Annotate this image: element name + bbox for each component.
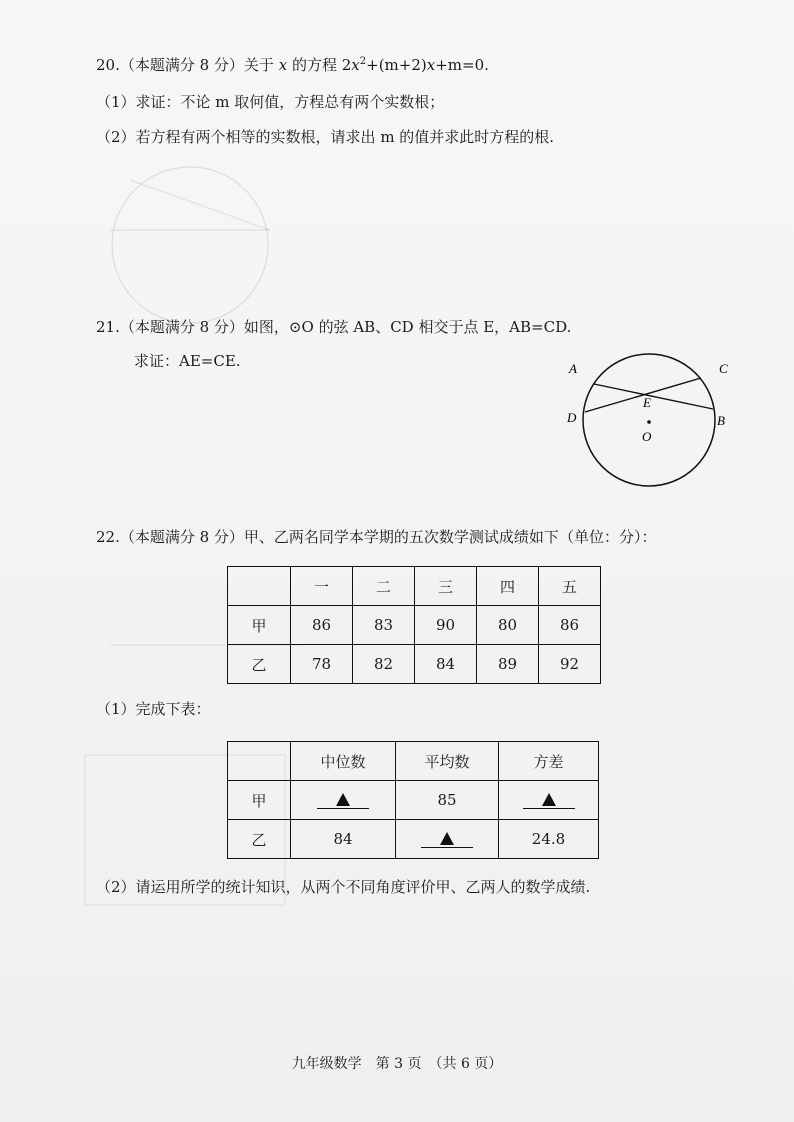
answer-blank-mean bbox=[396, 820, 499, 859]
q22-part2: （2）请运用所学的统计知识，从两个不同角度评价甲、乙两人的数学成绩. bbox=[96, 878, 591, 896]
circle-o bbox=[583, 354, 715, 486]
q21-circle-figure bbox=[560, 348, 760, 508]
blank-line bbox=[523, 792, 575, 809]
table-row bbox=[228, 820, 599, 859]
q22-stem: 22.（本题满分 8 分）甲、乙两名同学本学期的五次数学测试成绩如下（单位：分）： bbox=[96, 528, 657, 546]
table-cell: 90 bbox=[415, 606, 477, 645]
page-footer: 九年级数学 第 3 页 （共 6 页） bbox=[291, 1056, 503, 1072]
table-cell: 78 bbox=[291, 645, 353, 684]
q21-stem: 21.（本题满分 8 分）如图，⊙O 的弦 AB、CD 相交于点 E，AB=CD. bbox=[96, 318, 572, 336]
table-header-cell: 五 bbox=[539, 567, 601, 606]
blank-line bbox=[421, 831, 473, 848]
q20-part1: （1）求证：不论 m 取何值，方程总有两个实数根； bbox=[96, 93, 445, 111]
triangle-marker-icon bbox=[440, 832, 454, 845]
table-row-label: 乙 bbox=[228, 645, 291, 684]
chord-ab bbox=[594, 384, 713, 409]
table-row bbox=[228, 567, 601, 606]
table-row bbox=[228, 781, 599, 820]
label-b: B bbox=[717, 413, 725, 428]
table-row bbox=[228, 645, 601, 684]
answer-blank-variance bbox=[499, 781, 599, 820]
scores-table bbox=[227, 566, 601, 684]
q21-prove: 求证：AE=CE. bbox=[134, 352, 241, 370]
triangle-marker-icon bbox=[336, 793, 350, 806]
q20-head: 20.（本题满分 8 分）关于 bbox=[96, 56, 274, 74]
blank-line bbox=[317, 792, 369, 809]
q20-var-x: x bbox=[278, 56, 288, 74]
q20-tail: +m=0. bbox=[435, 56, 489, 74]
table-header-cell: 四 bbox=[477, 567, 539, 606]
label-o: O bbox=[642, 429, 652, 444]
stats-table bbox=[227, 741, 599, 859]
table-cell: 82 bbox=[353, 645, 415, 684]
q22-part1: （1）完成下表： bbox=[96, 700, 211, 718]
q20-exponent: 2 bbox=[359, 56, 367, 67]
table-cell: 92 bbox=[539, 645, 601, 684]
table-cell: 89 bbox=[477, 645, 539, 684]
table-cell: 24.8 bbox=[499, 820, 599, 859]
table-cell: 86 bbox=[539, 606, 601, 645]
table-cell: 84 bbox=[291, 820, 396, 859]
q20-mid2: +(m+2) bbox=[366, 56, 427, 74]
table-header-cell: 一 bbox=[291, 567, 353, 606]
q20-stem bbox=[96, 54, 489, 76]
table-header-cell: 二 bbox=[353, 567, 415, 606]
table-row-label: 甲 bbox=[228, 781, 291, 820]
table-header-cell: 三 bbox=[415, 567, 477, 606]
label-a: A bbox=[569, 361, 577, 376]
table-cell bbox=[228, 742, 291, 781]
table-row-label: 乙 bbox=[228, 820, 291, 859]
table-header-cell: 平均数 bbox=[396, 742, 499, 781]
q20-var-x2: x bbox=[351, 56, 360, 74]
table-cell: 85 bbox=[396, 781, 499, 820]
table-cell: 83 bbox=[353, 606, 415, 645]
table-cell bbox=[228, 567, 291, 606]
table-row-label: 甲 bbox=[228, 606, 291, 645]
table-row bbox=[228, 606, 601, 645]
table-cell: 84 bbox=[415, 645, 477, 684]
table-cell: 86 bbox=[291, 606, 353, 645]
q20-var-x3: x bbox=[426, 56, 436, 74]
q20-part2: （2）若方程有两个相等的实数根，请求出 m 的值并求此时方程的根. bbox=[96, 128, 555, 146]
table-cell: 80 bbox=[477, 606, 539, 645]
triangle-marker-icon bbox=[542, 793, 556, 806]
table-header-cell: 中位数 bbox=[291, 742, 396, 781]
label-c: C bbox=[719, 361, 728, 376]
center-point bbox=[647, 420, 651, 424]
answer-blank-median bbox=[291, 781, 396, 820]
label-d: D bbox=[567, 410, 577, 425]
table-header-cell: 方差 bbox=[499, 742, 599, 781]
label-e: E bbox=[643, 395, 651, 410]
q20-mid: 的方程 2 bbox=[291, 56, 352, 74]
table-row bbox=[228, 742, 599, 781]
